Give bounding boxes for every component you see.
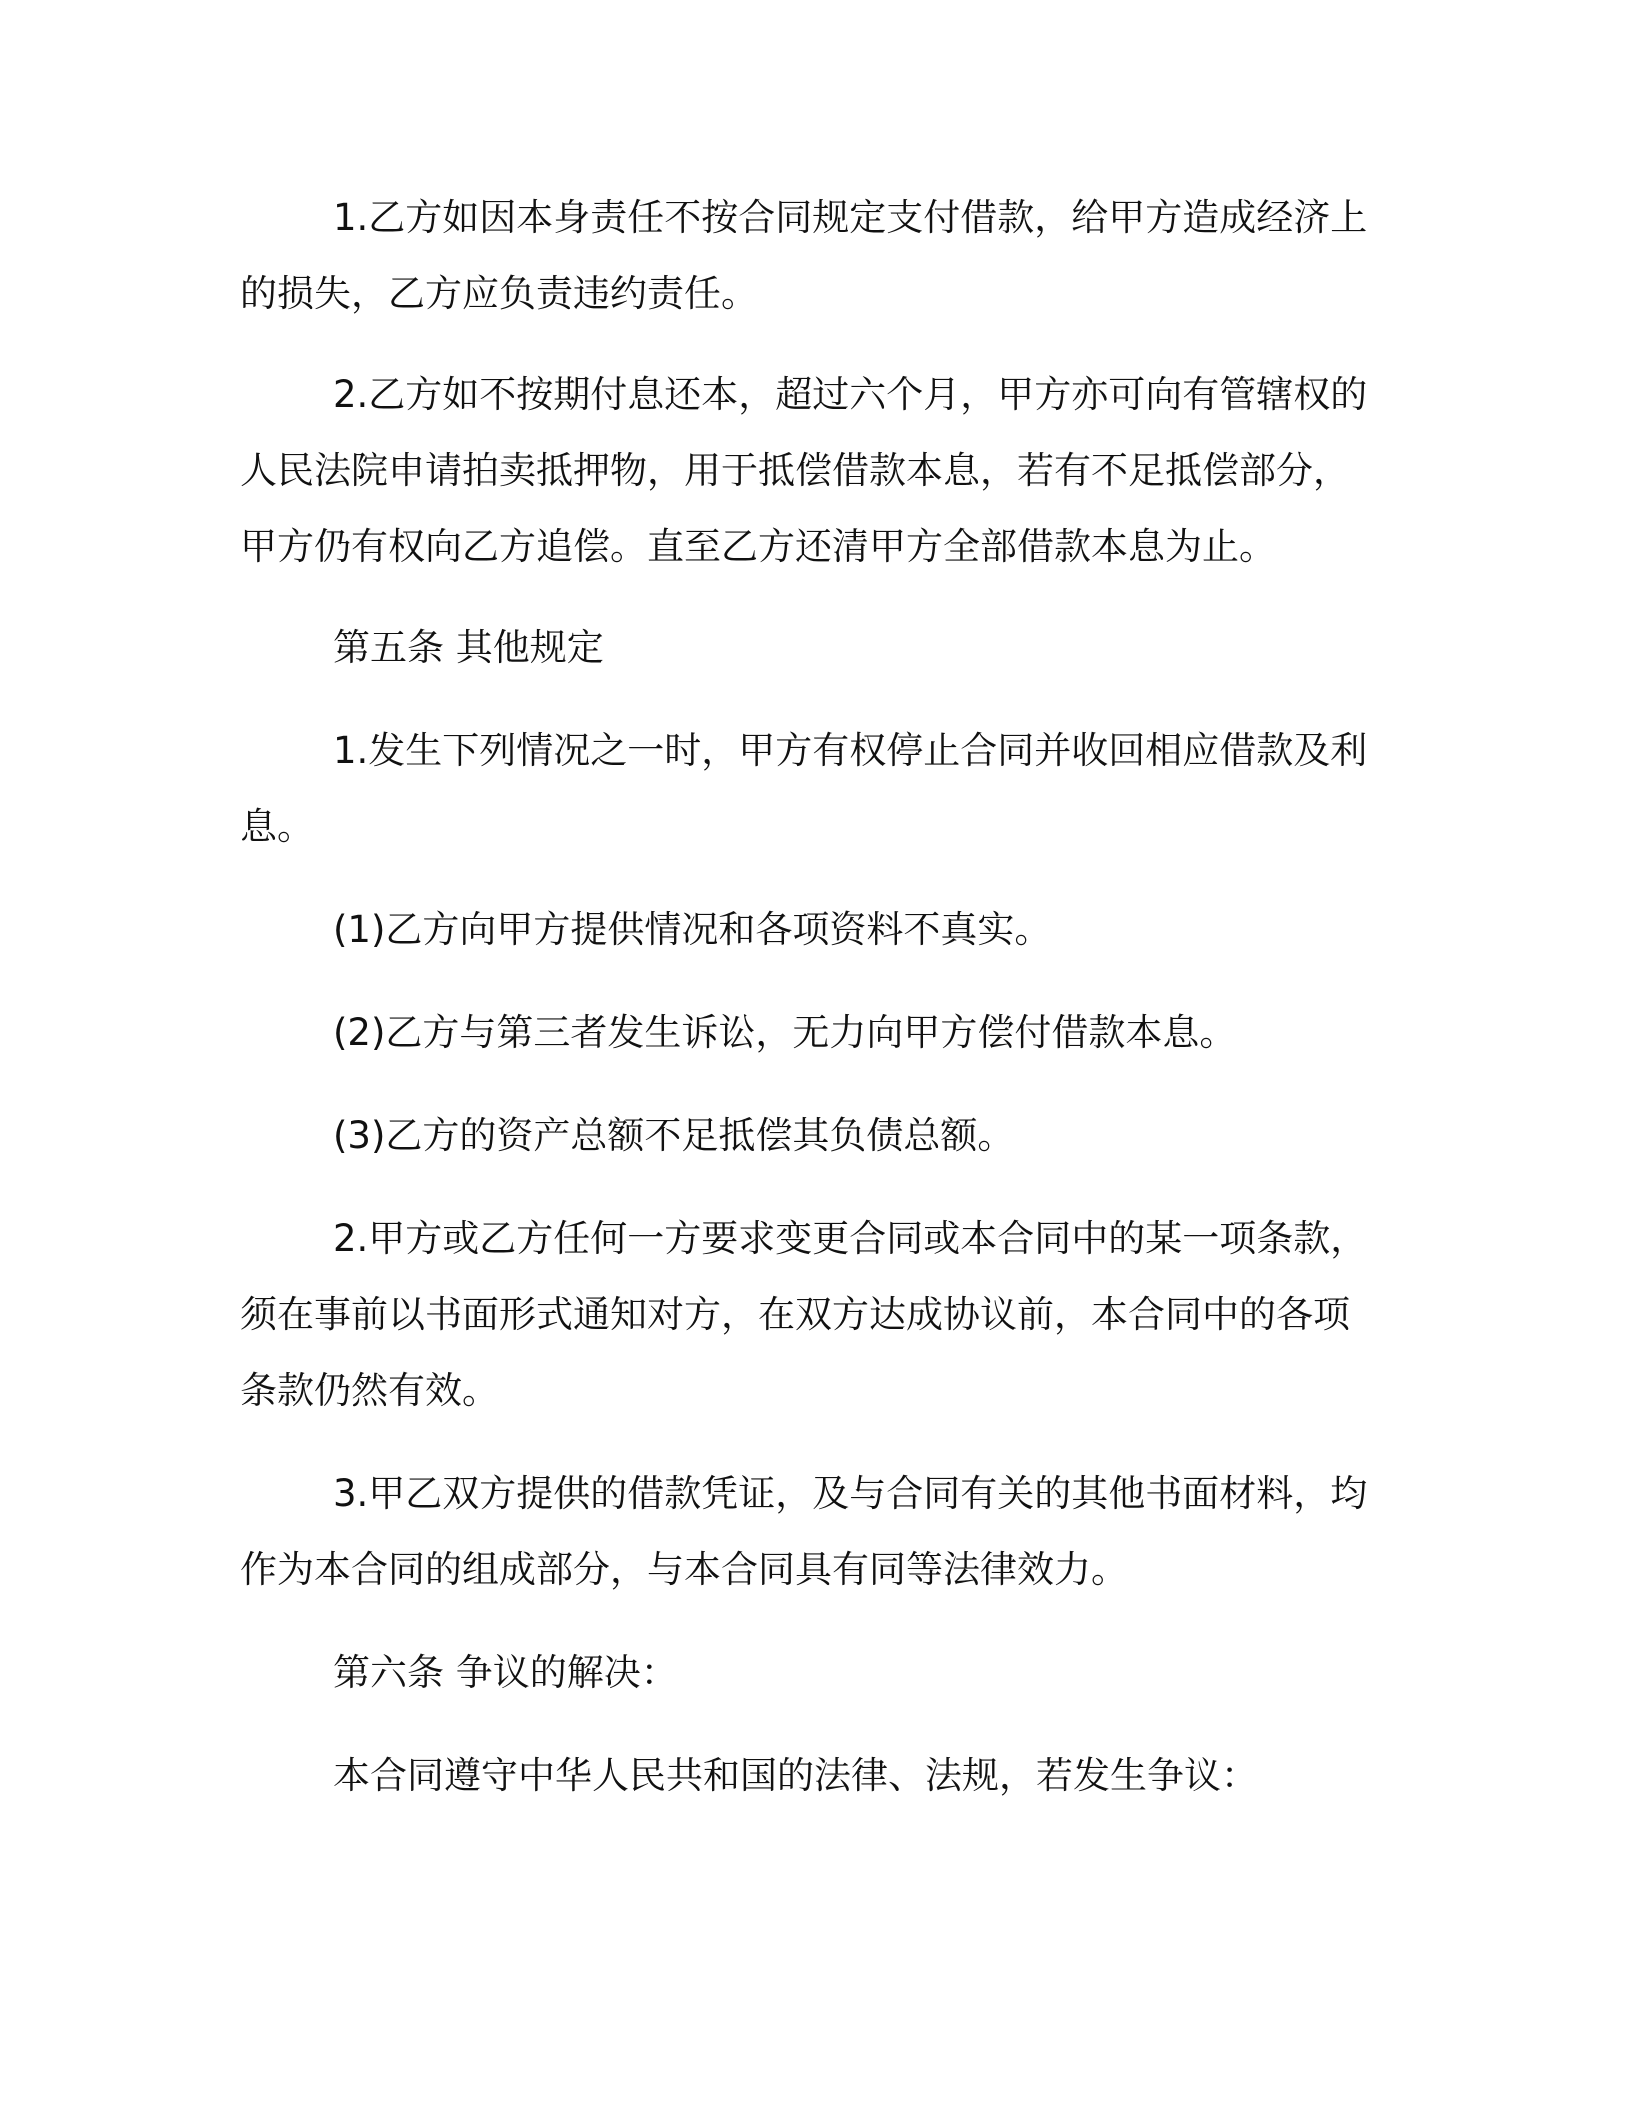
paragraph-3-line-1: 1.发生下列情况之一时，甲方有权停止合同并收回相应借款及利 [333, 729, 1368, 772]
paragraph-1-line-2: 的损失，乙方应负责违约责任。 [240, 272, 758, 315]
list-item-3: (3)乙方的资产总额不足抵偿其负债总额。 [333, 1114, 1015, 1157]
paragraph-7-line-1: 2.甲方或乙方任何一方要求变更合同或本合同中的某一项条款， [333, 1217, 1368, 1260]
paragraph-1-line-1: 1.乙方如因本身责任不按合同规定支付借款，给甲方造成经济上 [333, 196, 1368, 239]
paragraph-8-line-2: 作为本合同的组成部分，与本合同具有同等法律效力。 [240, 1548, 1128, 1591]
paragraph-2-line-3: 甲方仍有权向乙方追偿。直至乙方还清甲方全部借款本息为止。 [240, 525, 1276, 568]
section-heading-article-5: 第五条 其他规定 [333, 626, 604, 669]
paragraph-2-line-2: 人民法院申请拍卖抵押物，用于抵偿借款本息，若有不足抵偿部分， [240, 449, 1350, 492]
list-item-2: (2)乙方与第三者发生诉讼，无力向甲方偿付借款本息。 [333, 1011, 1237, 1054]
section-heading-article-6: 第六条 争议的解决： [333, 1651, 678, 1694]
paragraph-7-line-2: 须在事前以书面形式通知对方，在双方达成协议前，本合同中的各项 [240, 1293, 1350, 1336]
paragraph-2-line-1: 2.乙方如不按期付息还本，超过六个月，甲方亦可向有管辖权的 [333, 373, 1368, 416]
paragraph-3-line-2: 息。 [240, 805, 314, 848]
paragraph-9-line-1: 本合同遵守中华人民共和国的法律、法规，若发生争议： [333, 1754, 1258, 1797]
list-item-1: (1)乙方向甲方提供情况和各项资料不真实。 [333, 908, 1052, 951]
paragraph-7-line-3: 条款仍然有效。 [240, 1369, 499, 1412]
paragraph-8-line-1: 3.甲乙双方提供的借款凭证，及与合同有关的其他书面材料，均 [333, 1472, 1368, 1515]
